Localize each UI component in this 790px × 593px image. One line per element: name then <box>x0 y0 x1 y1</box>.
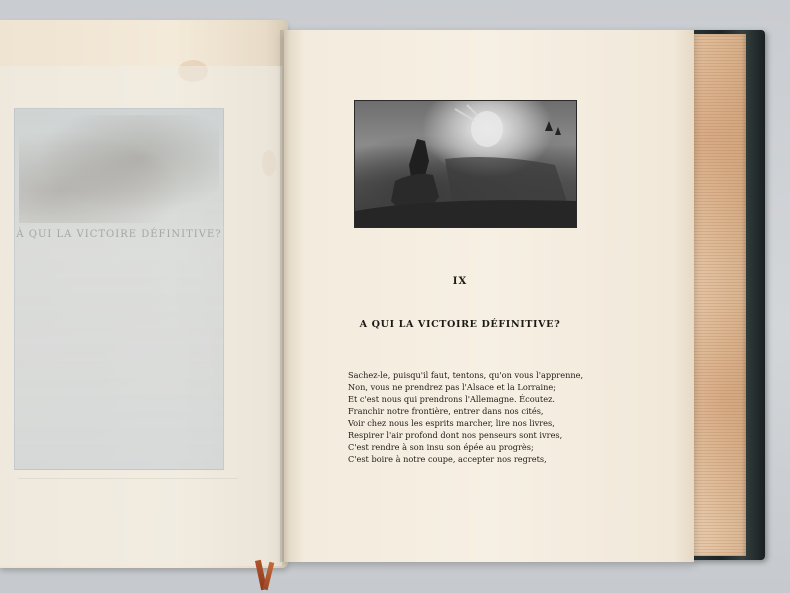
verse-line: Voir chez nous les esprits marcher, lire nos livres, <box>348 418 555 428</box>
left-page[interactable] <box>0 20 288 568</box>
ghost-chapter-title: À QUI LA VICTOIRE DÉFINITIVE? <box>16 229 222 240</box>
ghost-engraving-plate <box>14 108 224 470</box>
page-block-edge <box>688 34 746 556</box>
chapter-title: A QUI LA VICTOIRE DÉFINITIVE? <box>359 319 561 330</box>
verse-line: C'est boire à notre coupe, accepter nos regrets, <box>348 454 547 464</box>
poem-stanza <box>348 369 588 465</box>
ghost-plate-footer <box>18 478 238 489</box>
engraving-illustration <box>354 100 577 228</box>
book-gutter <box>280 30 290 562</box>
ghost-engraving-image <box>19 115 219 223</box>
verse-line: Non, vous ne prendrez pas l'Alsace et la Lorraine; <box>348 382 556 392</box>
verse-line: C'est rendre à son insu son épée au progrès; <box>348 442 534 452</box>
verse-line: Respirer l'air profond dont nos penseurs sont ivres, <box>348 430 563 440</box>
engraving-scene <box>355 101 576 227</box>
verse-line: Sachez-le, puisqu'il faut, tentons, qu'on vous l'apprenne, <box>348 370 584 380</box>
chapter-number: IX <box>452 276 468 287</box>
verse-line: Et c'est nous qui prendrons l'Allemagne. Écoutez. <box>348 394 555 404</box>
verse-line: Franchir notre frontière, entrer dans nos cités, <box>348 406 544 416</box>
